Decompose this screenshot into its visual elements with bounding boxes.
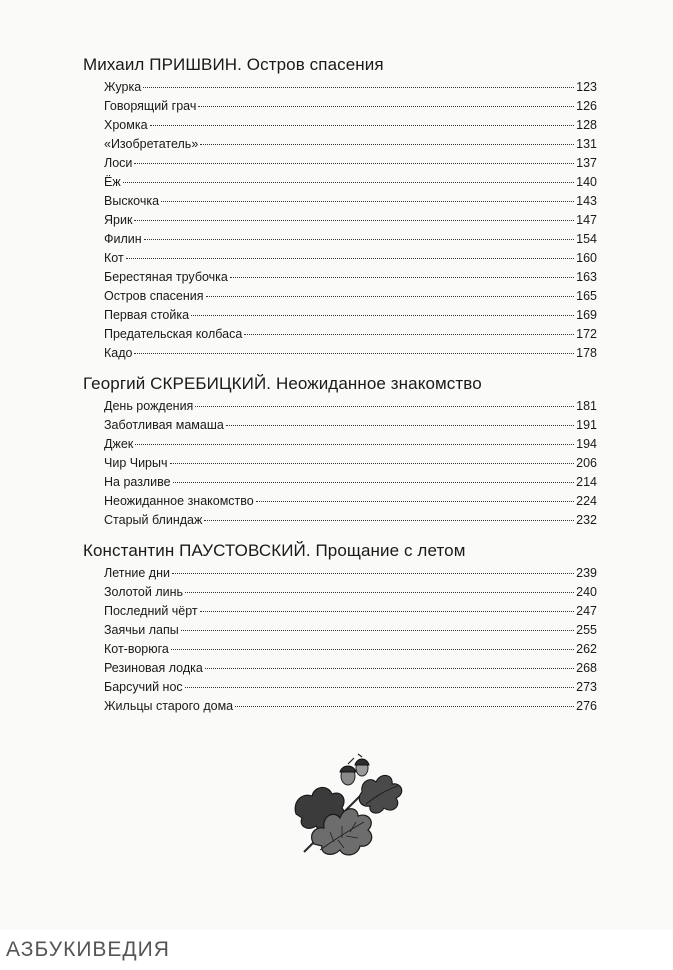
entry-page: 147 [576,213,597,227]
entry-page: 232 [576,513,597,527]
toc-entry [104,492,597,511]
dot-leader [134,163,574,164]
entry-page: 273 [576,680,597,694]
toc-entry [104,659,597,678]
entry-page: 247 [576,604,597,618]
dot-leader [226,425,574,426]
dot-leader [150,125,575,126]
toc-entry [104,697,597,716]
entry-title: Журка [104,80,142,94]
watermark-text: АЗБУКИВЕДИЯ [6,938,170,961]
dot-leader [170,463,575,464]
dot-leader [171,649,574,650]
dot-leader [185,592,574,593]
entry-page: 160 [576,251,597,265]
dot-leader [191,315,574,316]
entry-title: Кадо [104,346,133,360]
toc-entry [104,640,597,659]
toc-entry [104,602,597,621]
entry-page: 126 [576,99,597,113]
entry-title: На разливе [104,475,171,489]
entry-page: 123 [576,80,597,94]
entry-title: День рождения [104,399,194,413]
toc-entry [104,678,597,697]
toc-entry [104,192,597,211]
toc-section-skrebitsky [83,371,597,530]
dot-leader [200,611,574,612]
toc-entry [104,325,597,344]
dot-leader [172,573,574,574]
entry-title: Филин [104,232,142,246]
toc-entry [104,116,597,135]
entry-title: Лоси [104,156,133,170]
toc-entry [104,564,597,583]
entry-page: 154 [576,232,597,246]
oak-leaves-acorns-icon [284,752,414,862]
entry-title: Старый блиндаж [104,513,203,527]
dot-leader [256,501,574,502]
section-title: Георгий СКРЕБИЦКИЙ. Неожиданное знакомство [83,374,482,393]
toc-entry [104,511,597,530]
toc-entry [104,583,597,602]
toc-section-prishvin [83,52,597,363]
toc-entry [104,249,597,268]
toc-entry [104,173,597,192]
entry-page: 224 [576,494,597,508]
toc-entry [104,135,597,154]
entry-title: Кот [104,251,124,265]
toc-entry [104,230,597,249]
dot-leader [123,182,574,183]
entry-page: 169 [576,308,597,322]
entry-title: Резиновая лодка [104,661,203,675]
dot-leader [134,353,574,354]
dot-leader [135,444,574,445]
toc-entry [104,435,597,454]
entry-page: 163 [576,270,597,284]
entry-page: 268 [576,661,597,675]
entry-title: Хромка [104,118,148,132]
toc-entry [104,416,597,435]
dot-leader [173,482,575,483]
dot-leader [181,630,574,631]
dot-leader [204,520,574,521]
entry-title: Первая стойка [104,308,190,322]
entry-title: Берестяная трубочка [104,270,228,284]
entry-title: Жильцы старого дома [104,699,234,713]
toc-entry [104,211,597,230]
entry-page: 239 [576,566,597,580]
entry-title: Выскочка [104,194,160,208]
footer-strip [0,930,673,970]
entry-page: 165 [576,289,597,303]
entry-page: 178 [576,346,597,360]
toc-entry [104,344,597,363]
dot-leader [235,706,574,707]
entry-page: 191 [576,418,597,432]
dot-leader [198,106,574,107]
dot-leader [195,406,574,407]
entry-title: Ярик [104,213,133,227]
toc-entry [104,306,597,325]
entry-title: Заботливая мамаша [104,418,224,432]
entry-page: 276 [576,699,597,713]
toc-entry [104,154,597,173]
toc-entry [104,473,597,492]
entry-title: Говорящий грач [104,99,197,113]
entry-title: Неожиданное знакомство [104,494,254,508]
toc-entry [104,397,597,416]
entry-title: Последний чёрт [104,604,198,618]
entry-page: 262 [576,642,597,656]
dot-leader [244,334,574,335]
entry-title: Заячьи лапы [104,623,179,637]
dot-leader [206,296,575,297]
entry-page: 240 [576,585,597,599]
section-title: Константин ПАУСТОВСКИЙ. Прощание с летом [83,541,466,560]
dot-leader [126,258,574,259]
dot-leader [134,220,574,221]
dot-leader [230,277,574,278]
entry-page: 206 [576,456,597,470]
toc-entry [104,287,597,306]
entry-page: 255 [576,623,597,637]
entry-title: Барсучий нос [104,680,183,694]
toc-entry [104,78,597,97]
entry-title: Золотой линь [104,585,184,599]
toc-entry [104,97,597,116]
entry-page: 172 [576,327,597,341]
entry-page: 143 [576,194,597,208]
toc-entry [104,621,597,640]
entry-title: Ёж [104,175,121,189]
entry-page: 131 [576,137,597,151]
entry-title: Летние дни [104,566,170,580]
dot-leader [205,668,574,669]
toc-section-paustovsky [83,538,597,716]
entry-title: Чир Чирыч [104,456,168,470]
entry-page: 181 [576,399,597,413]
entry-page: 137 [576,156,597,170]
entry-title: «Изобретатель» [104,137,199,151]
entry-title: Джек [104,437,134,451]
entry-title: Кот-ворюга [104,642,169,656]
dot-leader [144,239,574,240]
dot-leader [143,87,574,88]
toc-entry [104,454,597,473]
entry-title: Предательская колбаса [104,327,243,341]
section-title: Михаил ПРИШВИН. Остров спасения [83,55,384,74]
entry-title: Остров спасения [104,289,204,303]
entry-page: 128 [576,118,597,132]
table-of-contents [83,52,597,724]
entry-page: 194 [576,437,597,451]
dot-leader [200,144,574,145]
dot-leader [161,201,574,202]
dot-leader [185,687,574,688]
entry-page: 214 [576,475,597,489]
toc-entry [104,268,597,287]
entry-page: 140 [576,175,597,189]
